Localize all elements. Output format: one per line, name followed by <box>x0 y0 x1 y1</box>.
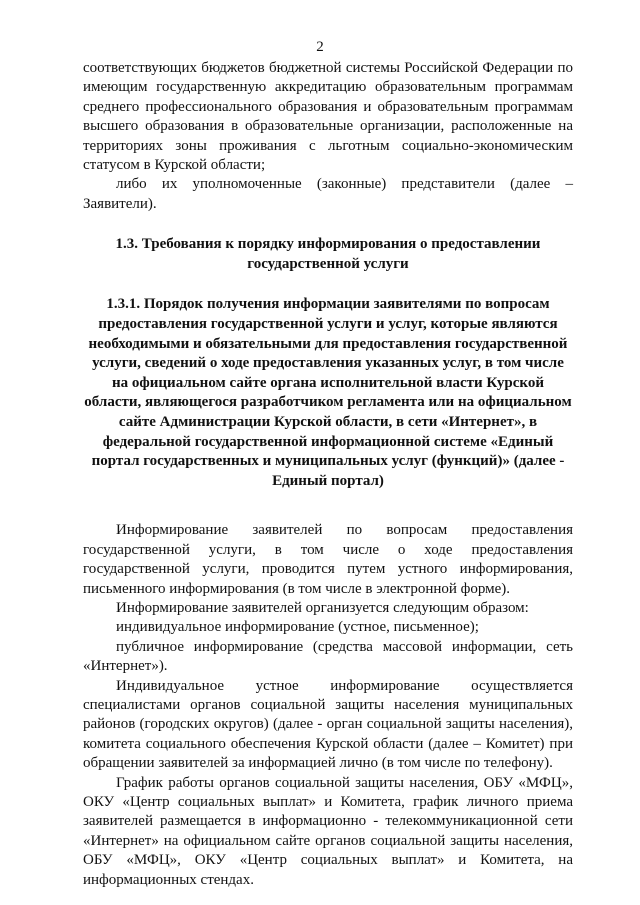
section-heading-1-3: 1.3. Требования к порядку информирования о предоставлении государственной услуги <box>115 236 541 272</box>
section-heading-1-3-1: 1.3.1. Порядок получения информации заявителями по вопросам предоставления государственной услуги и услуг, которые являются необходимыми и обязательными для предоставления государственной услуги, сведений о ходе предоставления указанных услуг, в том числе на официальном сайте органа исполнительной власти Курской области, являющегося разработчиком регламента или на официальном сайте Администрации Курской области, в сети «Интернет», в федеральной государственной информационной системе «Единый портал государственных и муниципальных услуг (функций)» (далее - Единый портал) <box>84 296 572 489</box>
paragraph-informing-methods: Информирование заявителей по вопросам предоставления государственной услуги, в том числе о ходе предоставления государственной услуги, проводится путем устного информирования, письменного информирования (в том числе в электронной форме). <box>83 522 573 597</box>
document-body <box>83 59 573 890</box>
paragraph-individual-informing: индивидуальное информирование (устное, письменное); <box>116 619 479 636</box>
page-number: 2 <box>316 39 324 55</box>
paragraph-work-schedule: График работы органов социальной защиты населения, ОБУ «МФЦ», ОКУ «Центр социальных выплат» и Комитета, график личного приема заявителей размещается в информационно - телекоммуникационной сети «Интернет» на официальном сайте органов социальной защиты населения, ОБУ «МФЦ», ОКУ «Центр социальных выплат» и Комитета, на информационных стендах. <box>83 774 573 888</box>
paragraph-oral-informing: Индивидуальное устное информирование осуществляется специалистами органов социальной защиты населения муниципальных районов (городских округов) (далее - орган социальной защиты населения), комитета социального обеспечения Курской области (далее – Комитет) при обращении заявителей за информацией лично (в том числе по телефону). <box>83 677 573 772</box>
paragraph-eligible-applicants: соответствующих бюджетов бюджетной системы Российской Федерации по имеющим государственную аккредитацию образовательным программам среднего профессионального образования и образовательным программам высшего образования в образовательные организации, расположенные на территориях зоны проживания с льготным социально-экономическим статусом в Курской области; <box>83 60 573 174</box>
paragraph-public-informing: публичное информирование (средства массовой информации, сеть «Интернет»). <box>83 638 573 675</box>
paragraph-representatives: либо их уполномоченные (законные) представители (далее – Заявители). <box>83 176 573 212</box>
paragraph-informing-organization: Информирование заявителей организуется следующим образом: <box>116 600 529 616</box>
